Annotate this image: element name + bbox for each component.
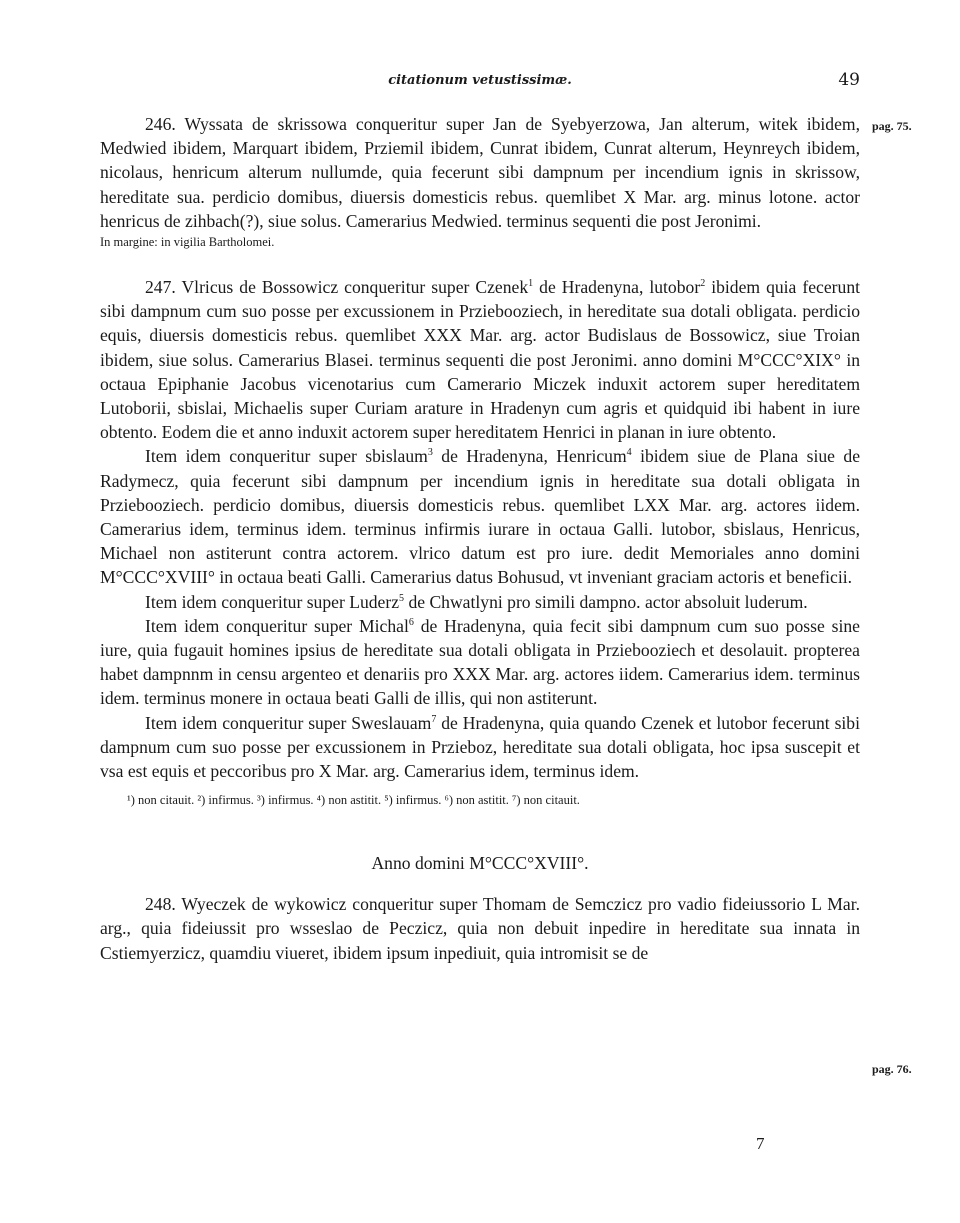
page-header [100, 70, 860, 92]
text-segment: ibidem siue de Plana siue de Radymecz, quia fecerunt sibi dampnum per incendium ignis in hereditate sua dotali obligata in Prziebooziech. perdicio domibus, diuersis domesticis rebus. quemlibet LXX Mar. arg. actores iidem. Camerarius idem, terminus idem. terminus infirmis iurare in octaua Galli. lutobor, sbislaus, Henricus, Michael non astiterunt contra actorem. vlrico datum est pro iure. dedit Memoriales anno domini M°CCC°XVIII° in octaua beati Galli. Camerarius datus Bohusud, vt inveniant graciam actoris et beneficii. [100, 446, 860, 588]
margin-page-ref-75: pag. 75. [872, 119, 912, 133]
spacer [100, 251, 860, 275]
entry-247-paragraph-2 [100, 444, 860, 589]
entry-247-paragraph-4 [100, 614, 860, 711]
footnote-ref: 4 [626, 447, 632, 459]
entry-246: 246. Wyssata de skrissowa conqueritur super Jan de Syebyerzowa, Jan alterum, witek ibidem, Medwied ibidem, Marquart ibidem, Prziemil ibidem, Cunrat ibidem, Cunrat alterum, Heynreych ibidem, nicolaus, henricum alterum nullumde, quia fecerunt sibi dampnum per incendium ignis in skrissow, hereditate sua. perdicio domibus, diuersis domesticis rebus. quemlibet X Mar. arg. minus lotone. actor henricus de zihbach(?), siue solus. Camerarius Medwied. terminus sequenti die post Jeronimi. [100, 114, 860, 231]
running-title: citationum vetustissimæ. [388, 73, 572, 88]
footnote-ref: 6 [408, 617, 414, 628]
page-number: 49 [838, 70, 860, 90]
text-segment: ibidem quia fecerunt sibi dampnum cum suo posse per excussionem in Prziebooziech, in hereditate sua dotali obligata. perdicio equis, diuersis domesticis rebus. quemlibet XXX Mar. arg. actor Budislaus de Bossowicz, siue Troian ibidem, siue solus. Camerarius Blasei. terminus sequenti die post Jeronimi. anno domini M°CCC°XIX° in octaua Epiphanie Jacobus vicenotarius cum Camerario Miczek induxit actorem super hereditatem Lutoborii, sbislai, Michaelis super Curiam arature in Hradenyn cum agris et quidquid ibi habent in iure obtento. Eodem die et anno induxit actorem super hereditatem Henrici in planan in iure obtento. [100, 277, 860, 443]
section-heading: Anno domini M°CCC°XVIII°. [371, 853, 589, 874]
text-segment: Item idem conqueritur super Sweslauam [145, 712, 432, 733]
entry-247-paragraph-1 [100, 275, 860, 444]
text-segment: de Hradenyna, Henricum [432, 446, 627, 467]
text-segment: Item idem conqueritur super Michal [145, 615, 409, 636]
text-segment: 247. Vlricus de Bossowicz conqueritur super Czenek [145, 277, 529, 298]
footnote-ref: 3 [427, 447, 433, 459]
footnotes: ¹) non citauit. ²) infirmus. ³) infirmus. ⁴) non astitit. ⁵) infirmus. ⁶) non astitit. ⁷) non citauit. [127, 793, 580, 808]
footnote-ref: 5 [399, 592, 405, 604]
margin-note-246: In margine: in vigilia Bartholomei. [100, 235, 275, 250]
text-segment: de Hradenyna, quia fecit sibi dampnum cum suo posse sine iure, quia fugauit homines ipsius de hereditate sua dotali obligata in Prziebooziech et desolauit. propterea habet dampnnm in censu argenteo et denariis pro XXX Mar. arg. actores iidem. Camerarius idem. terminus idem. terminus monere in octaua beati Galli de illis, qui non astiterunt. [100, 615, 860, 709]
signature-mark: 7 [756, 1134, 765, 1153]
entry-247-paragraph-3 [100, 590, 860, 614]
footnote-ref: 2 [700, 278, 706, 290]
document-body [100, 112, 860, 965]
text-segment: Item idem conqueritur super sbislaum [145, 446, 428, 467]
text-segment: de Hradenyna, lutobor [533, 277, 701, 298]
footnote-ref: 7 [431, 713, 437, 725]
text-segment: de Chwatlyni pro simili dampno. actor absoluit luderum. [404, 591, 808, 612]
entry-248: 248. Wyeczek de wykowicz conqueritur super Thomam de Semczicz pro vadio fideiussorio L Mar. arg., quia fideiussit pro wsseslao de Peczicz, quia non debuit inpedire in hereditate sua innata in Cstiemyerzicz, quamdiu viueret, ibidem ipsum inpediuit, quia intromisit se de [100, 894, 860, 963]
margin-page-ref-76: pag. 76. [872, 1062, 912, 1076]
text-segment: Item idem conqueritur super Luderz [145, 591, 400, 612]
entry-247-paragraph-5 [100, 711, 860, 784]
footnote-ref: 1 [528, 278, 534, 290]
text-segment: de Hradenyna, quia quando Czenek et lutobor fecerunt sibi dampnum cum suo posse per excussionem in Przieboz, hereditate sua dotali obligata, hoc ipsa suscepit et vsa est equis et peccoribus pro X Mar. arg. Camerarius idem, terminus idem. [100, 712, 860, 782]
